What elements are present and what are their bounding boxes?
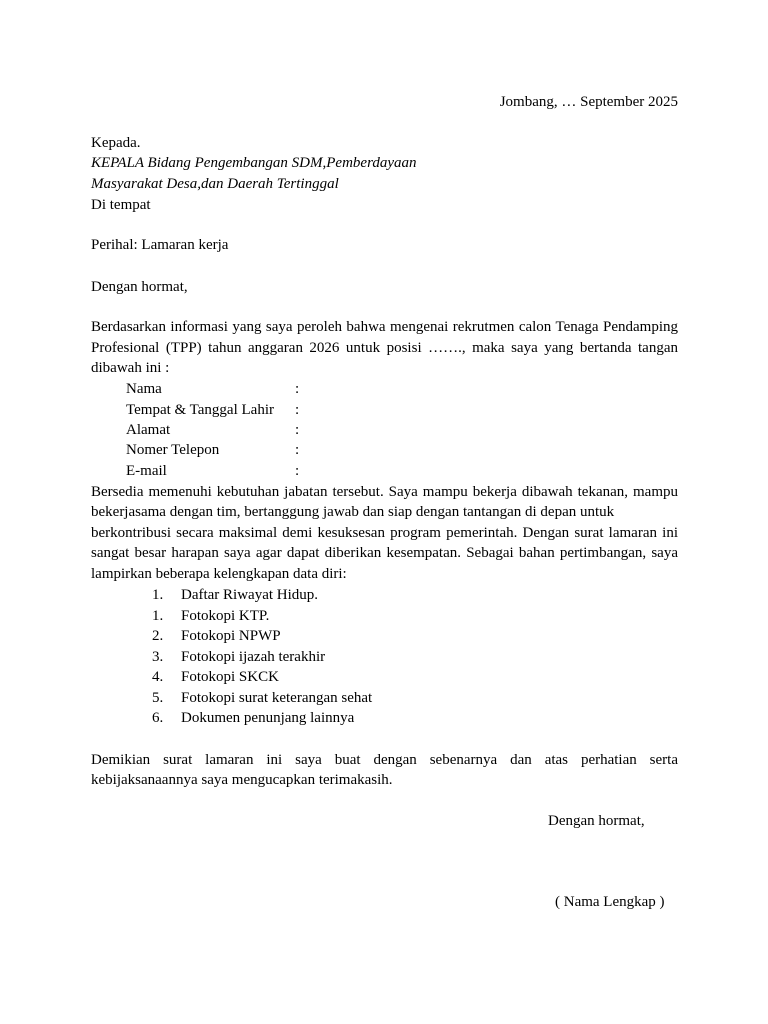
closing-line-1: Demikian surat lamaran ini saya buat dengan sebenarnya dan atas perhatian serta	[91, 752, 678, 768]
attachment-number: 4.	[152, 669, 164, 685]
field-colon: :	[295, 402, 300, 418]
attachment-number: 3.	[152, 649, 164, 665]
field-label-nama: Nama	[126, 381, 162, 397]
body-line-2: bekerjasama dengan tim, bertanggung jawab dan siap dengan tantangan di depan untuk	[91, 504, 615, 520]
attachment-item: Fotokopi surat keterangan sehat	[181, 690, 373, 706]
closing-line-2: kebijaksanaannya saya mengucapkan terimakasih.	[91, 772, 393, 788]
attachment-item: Fotokopi SKCK	[181, 669, 279, 685]
attachment-item: Dokumen penunjang lainnya	[181, 710, 355, 726]
field-label-telepon: Nomer Telepon	[126, 442, 220, 458]
recipient-line-2: Masyarakat Desa,dan Daerah Tertinggal	[91, 176, 339, 192]
field-label-email: E-mail	[126, 463, 167, 479]
attachment-item: Daftar Riwayat Hidup.	[181, 587, 319, 603]
body-line-5: lampirkan beberapa kelengkapan data diri:	[91, 566, 347, 582]
field-colon: :	[295, 463, 300, 479]
greeting: Dengan hormat,	[91, 279, 188, 295]
attachment-item: Fotokopi NPWP	[181, 628, 281, 644]
attachment-number: 1.	[152, 587, 164, 603]
attachment-item: Fotokopi ijazah terakhir	[181, 649, 326, 665]
attachment-number: 1.	[152, 608, 164, 624]
intro-line-1: Berdasarkan informasi yang saya peroleh bahwa mengenai rekrutmen calon Tenaga Pendamping	[91, 319, 678, 335]
body-line-1: Bersedia memenuhi kebutuhan jabatan tersebut. Saya mampu bekerja dibawah tekanan, mampu	[91, 484, 678, 500]
field-colon: :	[295, 422, 300, 438]
signoff: Dengan hormat,	[548, 813, 645, 829]
recipient-salutation: Kepada.	[91, 135, 141, 151]
intro-line-2: Profesional (TPP) tahun anggaran 2026 untuk posisi ……., maka saya yang bertanda tangan	[91, 340, 678, 356]
recipient-line-3: Di tempat	[91, 197, 151, 213]
attachment-number: 6.	[152, 710, 164, 726]
recipient-line-1: KEPALA Bidang Pengembangan SDM,Pemberdayaan	[91, 155, 417, 171]
field-label-ttl: Tempat & Tanggal Lahir	[126, 402, 274, 418]
field-label-alamat: Alamat	[126, 422, 171, 438]
attachment-number: 5.	[152, 690, 164, 706]
date-line: Jombang, … September 2025	[499, 94, 678, 110]
field-colon: :	[295, 381, 300, 397]
attachment-number: 2.	[152, 628, 164, 644]
body-line-3: berkontribusi secara maksimal demi kesuksesan program pemerintah. Dengan surat lamaran ini	[91, 525, 678, 541]
subject-line: Perihal: Lamaran kerja	[91, 237, 229, 253]
intro-line-3: dibawah ini :	[91, 360, 170, 376]
signature-name: ( Nama Lengkap )	[555, 894, 665, 910]
body-line-4: sangat besar harapan saya agar dapat diberikan kesempatan. Sebagai bahan pertimbangan, saya	[91, 545, 678, 561]
field-colon: :	[295, 442, 300, 458]
attachment-item: Fotokopi KTP.	[181, 608, 270, 624]
